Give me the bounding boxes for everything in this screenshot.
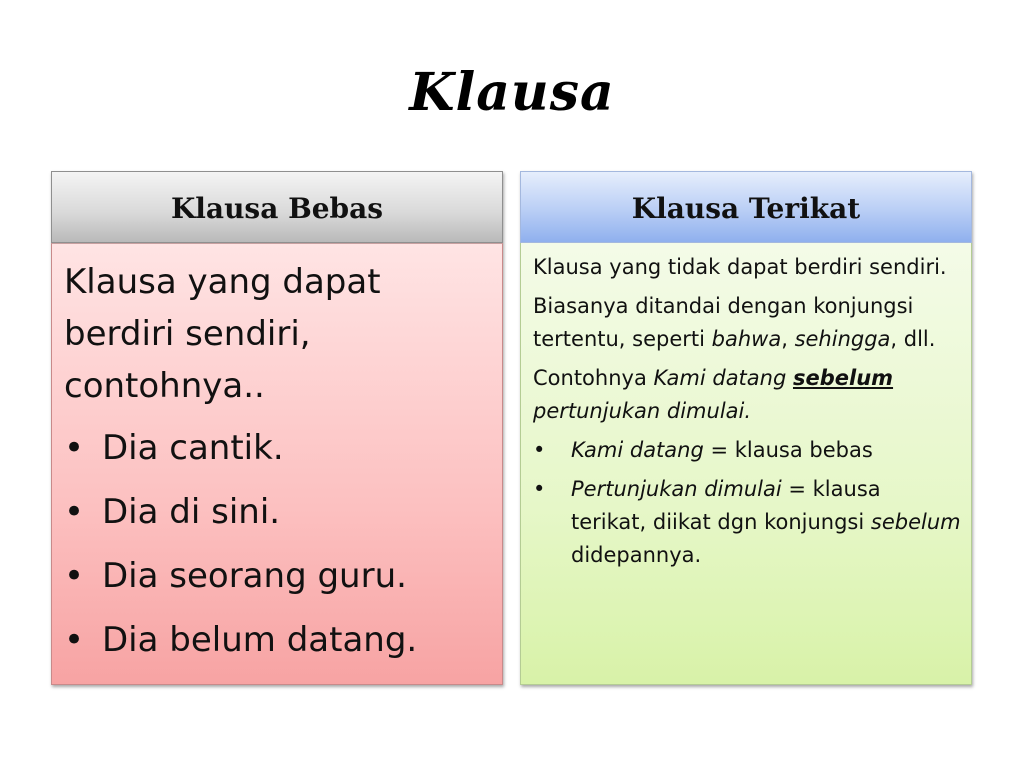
- list-item-text: Dia seorang guru.: [102, 556, 407, 596]
- text-run: , dll.: [890, 327, 936, 351]
- bullet-icon: •: [64, 556, 85, 596]
- conjunction-note: [533, 290, 961, 356]
- list-item: [64, 416, 492, 480]
- italic-run: sebelum: [870, 510, 961, 534]
- list-item: [533, 434, 961, 467]
- list-item-text: Dia di sini.: [102, 492, 281, 532]
- italic-run: Kami datang: [571, 438, 704, 462]
- text-run: Biasanya ditandai dengan konjungsi tertentu, seperti: [533, 294, 914, 351]
- italic-run: bahwa: [711, 327, 782, 351]
- list-item: [64, 544, 492, 608]
- definition-text: Klausa yang tidak dapat berdiri sendiri.: [533, 255, 947, 279]
- klausa-bebas-header: Klausa Bebas: [51, 171, 503, 243]
- bullet-icon: •: [64, 620, 85, 660]
- italic-run: Kami datang: [653, 366, 793, 390]
- klausa-bebas-panel: [51, 171, 503, 685]
- klausa-terikat-header: Klausa Terikat: [520, 171, 972, 243]
- italic-run: Pertunjukan dimulai: [571, 477, 782, 501]
- bullet-icon: •: [533, 477, 546, 501]
- klausa-terikat-panel: [520, 171, 972, 685]
- italic-run: pertunjukan dimulai.: [533, 399, 752, 423]
- klausa-bebas-intro: Klausa yang dapat berdiri sendiri, contohnya..: [64, 262, 381, 406]
- klausa-bebas-example-list: [64, 416, 492, 672]
- list-item: [64, 480, 492, 544]
- bullet-icon: •: [64, 428, 85, 468]
- slide-title: Klausa: [409, 62, 615, 123]
- klausa-terikat-body: [520, 243, 972, 685]
- list-item-text: Dia cantik.: [102, 428, 284, 468]
- list-item: [533, 473, 961, 572]
- emphasis-run: sebelum: [792, 366, 894, 390]
- text-run: Contohnya: [533, 366, 654, 390]
- bullet-icon: •: [64, 492, 85, 532]
- italic-run: sehingga: [794, 327, 891, 351]
- text-run: = klausa terikat, diikat dgn konjungsi: [571, 477, 881, 534]
- klausa-bebas-body: [51, 243, 503, 685]
- list-item-text: Dia belum datang.: [102, 620, 418, 660]
- bullet-icon: •: [533, 438, 546, 462]
- text-run: = klausa bebas: [703, 438, 873, 462]
- klausa-terikat-list: [533, 434, 961, 572]
- example-sentence: [533, 362, 961, 428]
- text-run: ,: [781, 327, 795, 351]
- list-item: [64, 608, 492, 672]
- text-run: didepannya.: [571, 543, 702, 567]
